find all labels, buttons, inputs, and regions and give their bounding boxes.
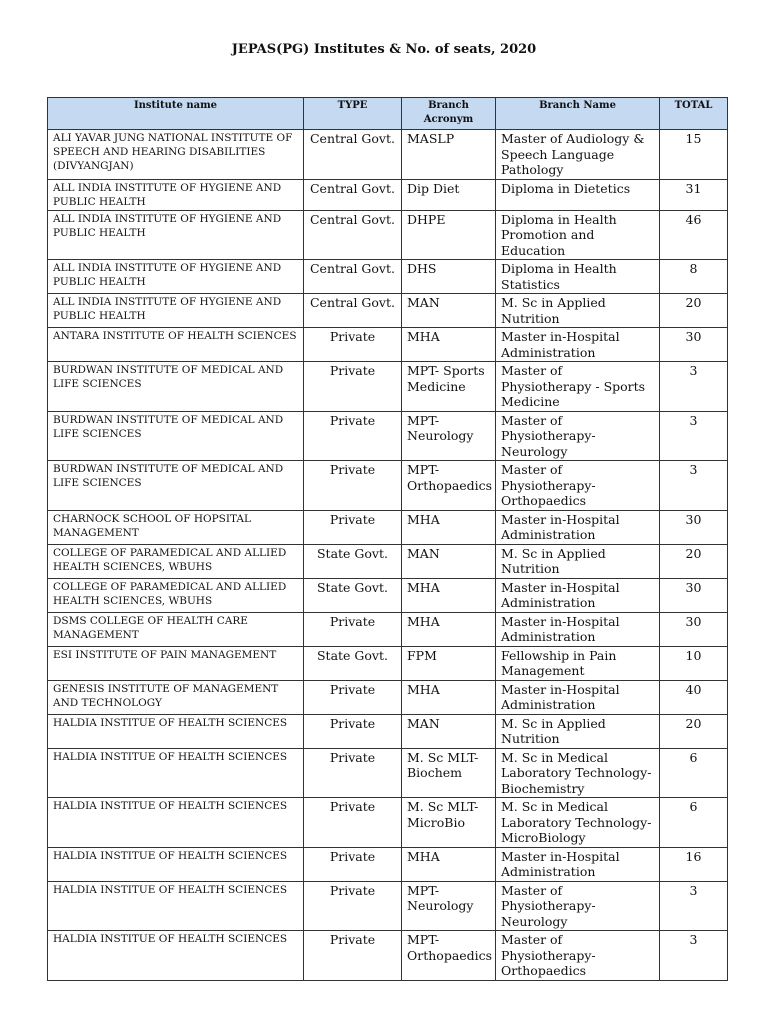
cell-type: Private	[304, 798, 402, 848]
cell-branch-name: M. Sc in Medical Laboratory Technology-Biochemistry	[496, 748, 660, 798]
table-row	[48, 748, 728, 798]
table-row	[48, 798, 728, 848]
cell-institute-name: ALL INDIA INSTITUTE OF HYGIENE AND PUBLIC HEALTH	[48, 210, 304, 260]
cell-type: Central Govt.	[304, 179, 402, 210]
cell-total: 6	[660, 748, 728, 798]
cell-total: 46	[660, 210, 728, 260]
cell-branch-name: M. Sc in Applied Nutrition	[496, 544, 660, 578]
header-branch-acronym: Branch Acronym	[402, 98, 496, 130]
table-row	[48, 260, 728, 294]
cell-type: State Govt.	[304, 646, 402, 680]
cell-type: Private	[304, 461, 402, 511]
cell-branch-name: Master in-Hospital Administration	[496, 847, 660, 881]
table-row	[48, 210, 728, 260]
cell-total: 20	[660, 714, 728, 748]
cell-total: 30	[660, 328, 728, 362]
cell-institute-name: COLLEGE OF PARAMEDICAL AND ALLIED HEALTH SCIENCES, WBUHS	[48, 578, 304, 612]
cell-branch-name: Diploma in Health Promotion and Education	[496, 210, 660, 260]
cell-branch-acronym: MPT-Orthopaedics	[402, 461, 496, 511]
cell-total: 16	[660, 847, 728, 881]
cell-institute-name: BURDWAN INSTITUTE OF MEDICAL AND LIFE SCIENCES	[48, 411, 304, 461]
table-row	[48, 544, 728, 578]
table-row	[48, 411, 728, 461]
cell-branch-name: M. Sc in Medical Laboratory Technology-MicroBiology	[496, 798, 660, 848]
seats-table	[47, 97, 728, 981]
table-row	[48, 881, 728, 931]
header-institute-name: Institute name	[48, 98, 304, 130]
table-row	[48, 179, 728, 210]
cell-total: 10	[660, 646, 728, 680]
cell-branch-acronym: MHA	[402, 328, 496, 362]
cell-branch-acronym: MPT- Sports Medicine	[402, 362, 496, 412]
cell-branch-acronym: MAN	[402, 544, 496, 578]
table-row	[48, 461, 728, 511]
table-row	[48, 130, 728, 180]
table-row	[48, 612, 728, 646]
table-row	[48, 714, 728, 748]
cell-institute-name: HALDIA INSTITUE OF HEALTH SCIENCES	[48, 748, 304, 798]
cell-branch-name: Master in-Hospital Administration	[496, 328, 660, 362]
cell-total: 3	[660, 461, 728, 511]
table-row	[48, 362, 728, 412]
cell-type: Private	[304, 680, 402, 714]
cell-total: 15	[660, 130, 728, 180]
cell-type: Private	[304, 510, 402, 544]
cell-total: 31	[660, 179, 728, 210]
cell-type: Central Govt.	[304, 210, 402, 260]
cell-branch-name: Master in-Hospital Administration	[496, 578, 660, 612]
cell-type: Private	[304, 881, 402, 931]
cell-type: Private	[304, 411, 402, 461]
cell-branch-acronym: M. Sc MLT-Biochem	[402, 748, 496, 798]
cell-institute-name: HALDIA INSTITUE OF HEALTH SCIENCES	[48, 931, 304, 981]
cell-type: Central Govt.	[304, 130, 402, 180]
cell-branch-name: M. Sc in Applied Nutrition	[496, 294, 660, 328]
cell-type: Central Govt.	[304, 260, 402, 294]
cell-branch-name: Master in-Hospital Administration	[496, 680, 660, 714]
cell-branch-acronym: MPT-Neurology	[402, 881, 496, 931]
cell-total: 30	[660, 612, 728, 646]
cell-institute-name: HALDIA INSTITUE OF HEALTH SCIENCES	[48, 847, 304, 881]
cell-type: Private	[304, 931, 402, 981]
cell-institute-name: ALL INDIA INSTITUTE OF HYGIENE AND PUBLIC HEALTH	[48, 179, 304, 210]
cell-branch-name: Master of Audiology & Speech Language Pathology	[496, 130, 660, 180]
cell-branch-name: Master of Physiotherapy - Sports Medicine	[496, 362, 660, 412]
cell-institute-name: ALL INDIA INSTITUTE OF HYGIENE AND PUBLIC HEALTH	[48, 294, 304, 328]
cell-branch-acronym: MPT-Neurology	[402, 411, 496, 461]
cell-total: 8	[660, 260, 728, 294]
table-row	[48, 578, 728, 612]
cell-branch-acronym: MPT-Orthopaedics	[402, 931, 496, 981]
cell-branch-acronym: DHPE	[402, 210, 496, 260]
header-total: TOTAL	[660, 98, 728, 130]
cell-type: Private	[304, 612, 402, 646]
cell-total: 20	[660, 294, 728, 328]
cell-type: Private	[304, 714, 402, 748]
cell-branch-acronym: MHA	[402, 510, 496, 544]
cell-institute-name: BURDWAN INSTITUTE OF MEDICAL AND LIFE SCIENCES	[48, 461, 304, 511]
cell-type: Private	[304, 748, 402, 798]
cell-branch-acronym: FPM	[402, 646, 496, 680]
cell-type: Central Govt.	[304, 294, 402, 328]
cell-total: 40	[660, 680, 728, 714]
cell-branch-acronym: MHA	[402, 612, 496, 646]
table-row	[48, 847, 728, 881]
cell-branch-name: Master of Physiotherapy-Orthopaedics	[496, 461, 660, 511]
cell-institute-name: HALDIA INSTITUE OF HEALTH SCIENCES	[48, 798, 304, 848]
table-body	[48, 130, 728, 981]
cell-branch-acronym: MASLP	[402, 130, 496, 180]
cell-institute-name: COLLEGE OF PARAMEDICAL AND ALLIED HEALTH SCIENCES, WBUHS	[48, 544, 304, 578]
cell-institute-name: BURDWAN INSTITUTE OF MEDICAL AND LIFE SCIENCES	[48, 362, 304, 412]
cell-institute-name: ALI YAVAR JUNG NATIONAL INSTITUTE OF SPEECH AND HEARING DISABILITIES (DIVYANGJAN)	[48, 130, 304, 180]
cell-type: Private	[304, 362, 402, 412]
cell-institute-name: GENESIS INSTITUTE OF MANAGEMENT AND TECHNOLOGY	[48, 680, 304, 714]
cell-branch-acronym: M. Sc MLT-MicroBio	[402, 798, 496, 848]
cell-branch-acronym: MHA	[402, 680, 496, 714]
cell-institute-name: DSMS COLLEGE OF HEALTH CARE MANAGEMENT	[48, 612, 304, 646]
cell-branch-name: Master in-Hospital Administration	[496, 612, 660, 646]
cell-total: 6	[660, 798, 728, 848]
cell-branch-name: Master of Physiotherapy-Neurology	[496, 881, 660, 931]
header-branch-name: Branch Name	[496, 98, 660, 130]
cell-branch-acronym: MAN	[402, 714, 496, 748]
cell-institute-name: ANTARA INSTITUTE OF HEALTH SCIENCES	[48, 328, 304, 362]
cell-institute-name: HALDIA INSTITUE OF HEALTH SCIENCES	[48, 714, 304, 748]
cell-total: 3	[660, 881, 728, 931]
cell-institute-name: ALL INDIA INSTITUTE OF HYGIENE AND PUBLIC HEALTH	[48, 260, 304, 294]
cell-branch-name: Master of Physiotherapy-Orthopaedics	[496, 931, 660, 981]
header-type: TYPE	[304, 98, 402, 130]
cell-type: Private	[304, 847, 402, 881]
cell-branch-name: Diploma in Health Statistics	[496, 260, 660, 294]
cell-branch-name: Master in-Hospital Administration	[496, 510, 660, 544]
table-row	[48, 328, 728, 362]
table-row	[48, 510, 728, 544]
table-row	[48, 646, 728, 680]
cell-type: Private	[304, 328, 402, 362]
cell-type: State Govt.	[304, 544, 402, 578]
cell-institute-name: ESI INSTITUTE OF PAIN MANAGEMENT	[48, 646, 304, 680]
cell-institute-name: HALDIA INSTITUE OF HEALTH SCIENCES	[48, 881, 304, 931]
cell-total: 30	[660, 578, 728, 612]
cell-branch-acronym: Dip Diet	[402, 179, 496, 210]
table-row	[48, 294, 728, 328]
cell-institute-name: CHARNOCK SCHOOL OF HOPSITAL MANAGEMENT	[48, 510, 304, 544]
cell-total: 30	[660, 510, 728, 544]
page-title: JEPAS(PG) Institutes & No. of seats, 2020	[231, 42, 537, 57]
cell-branch-acronym: MHA	[402, 578, 496, 612]
cell-branch-name: Master of Physiotherapy-Neurology	[496, 411, 660, 461]
cell-branch-name: Diploma in Dietetics	[496, 179, 660, 210]
cell-total: 3	[660, 362, 728, 412]
cell-total: 3	[660, 931, 728, 981]
cell-type: State Govt.	[304, 578, 402, 612]
cell-branch-name: M. Sc in Applied Nutrition	[496, 714, 660, 748]
cell-total: 20	[660, 544, 728, 578]
cell-branch-acronym: MAN	[402, 294, 496, 328]
cell-branch-name: Fellowship in Pain Management	[496, 646, 660, 680]
table-row	[48, 680, 728, 714]
cell-total: 3	[660, 411, 728, 461]
table-row	[48, 931, 728, 981]
cell-branch-acronym: DHS	[402, 260, 496, 294]
table-header-row	[48, 98, 728, 130]
cell-branch-acronym: MHA	[402, 847, 496, 881]
